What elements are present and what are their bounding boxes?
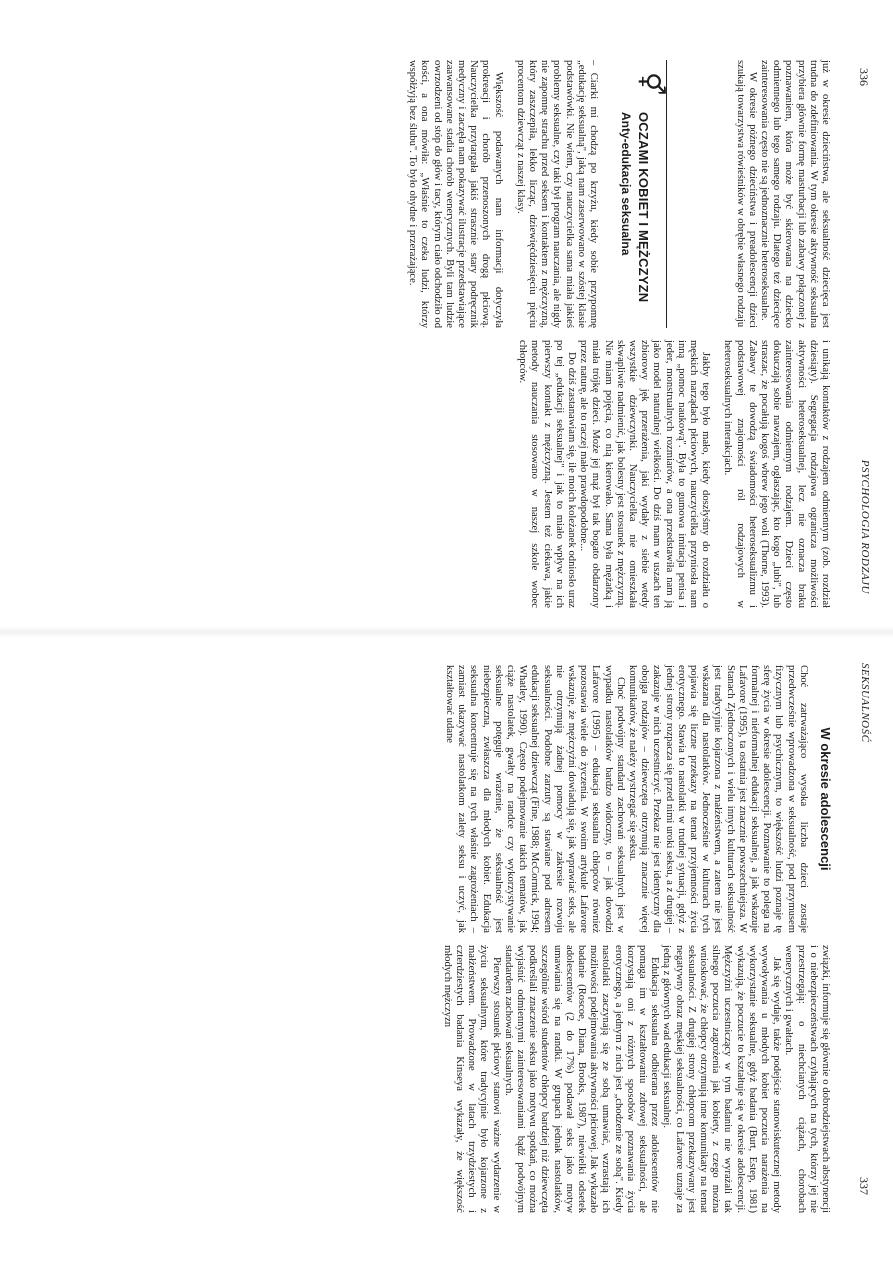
left-column-1 (733, 60, 831, 328)
paragraph: i unikają kontaktów z rodzajem odmiennym (zob. rozdział dziesiąty). Segregacja rodzajowa ogranicza możliwości aktywności heteroseksualnej, lecz nie oznacza braku zainteresowania odmiennym rodzajem. Dzieci często dokuczają sobie nawzajem, ogłaszając, kto kogo „lubi", lub straszac, że pocałują kogoś wbrew jego woli (Thorne, 1993). Zabawy te dowodzą świadomości heteroseksualizmu i podstawowej znajomości ról rodzajowych w heteroseksualnych interakcjach. (722, 340, 831, 608)
paragraph: Choć podwójny standard zachowań seksualnych jest w wypadku nastolatków bardzo widoczny, to – jak dowodzi Lafavore (1995) – edukacja seksualna chłopców również pozostawia wiele do życzenia. W swoim artykule Lafavore wskazuje, że mężczyźni dowiadują się, jak wprawiać seks, ale nie otrzymują żadnej pomocy w zakresie rozwoju seksualności. Podobne zarzuty są stawiane pod adresem edukacji seksualnej dziewcząt (Fine, 1988; McCormick, 1994; Whatley, 1990). Często podejmowanie takich tematów, jak ciąże nastolatek, gwałty na randce czy wykorzystywanie seksualne potęguje wrażenie, że seksualność jest niebezpieczna, zwłaszcza dla młodych kobiet. Edukacja seksualna koncentruje się na tych właśnie zagrożeniach – zamiast ukazywać nastolatkom zalety seksu i uczyć, jak kształtować udane (443, 665, 626, 933)
sidebar-box-body (406, 60, 599, 328)
right-page (0, 643, 893, 1263)
right-running-head (851, 663, 871, 1195)
paragraph: związki, informuje się głównie o dobrodziejstwach abstynencji i o niebezpieczeństwach czyhających na tych, którzy jej nie przestrzegają: o niechcianych ciążach, chorobach wenerycznych i gwałtach. (783, 945, 831, 1213)
gender-symbol-icon: ⚥ (636, 72, 665, 96)
left-column-2 (516, 340, 831, 608)
sidebar-box-subheading: Anty-edukacja seksualna (619, 112, 633, 256)
left-page-number: 336 (857, 68, 871, 86)
paragraph: Jakby tego było mało, kiedy doszłyśmy do rozdziału o męskich narządach płciowych, nauczycielka przyniosła nam inną „pomoc naukową". Była to gumowa imitacja penisa i jeder, monstrualnych rozmiarów, a ona przedstawiła nam ją jako model naturalnej wielkości. Do dziś mam w uszach ten zbiorowy jęk przerażenia, jaki wydały z siebie wtedy wszystkie dziewczynki. Nauczycielka nie omieszkała skwapliwie nadmienić, jak bolesny jest stosunek z mężczyzną. Nie miam pojęcia, co nią kierowało. Sama była mężatką i miała trójkę dzieci. Może jej mąż był tak bogato obdarzony przez naturę, ale to raczej mało prawdopodobne... (578, 340, 712, 608)
paragraph: Większość podawanych nam informacji dotyczyła prokreacji i chorób przenoszonych drogą płciową. Nauczycielka przytargała jakiś strasznie stary podręcznik medyczny i zaczęła nam pokazywać ilustracje przedstawiające zaawansowane stadia chorób wenerycznych. Byli tam ludzie owrzodzeni od stóp do głów i tacy, którym ciało odchodziło od kości, a ona mówiła: „Właśnie to czeka ludzi, którzy współżyją bez ślubu". To było ohydne i przerażające. (407, 60, 504, 328)
paragraph: Do dziś zastanawiam się, ile moich koleżanek odniosło uraz po tej „edukacji seksualnej" i jak to miało wpływ na ich pierwszy kontakt z mężczyzną. Jestem też ciekawa, jakie metody nauczania stosowano w naszej szkole wobec chłopców. (517, 340, 577, 608)
paragraph: Jak się wydaje, także podejście stanowiskutecznej metody wywoływania u młodych kobiet poczucia narażenia na wykorzystanie seksualne, gdyż badania (Burt, Estep, 1981) wykazują, że poczucie to kształtuje się w okresie adolescencji. Mężczyźni uczestniczący w tym badaniu nie wyrażali tak silnego poczucia zagrożenia jak kobiety, z czego można wnioskować, że chłopcy otrzymują inne komunikaty na temat seksualności. Z drugiej strony chłopcom przekazywany jest negatywny obraz męskiej seksualności, co Lafavore uznaje za jedną z głównych wad edukacji seksualnej. (661, 945, 783, 1213)
left-page (0, 0, 893, 620)
sidebar-box-heading: OCZAMI KOBIET I MĘŻCZYZN (636, 112, 651, 303)
paragraph: już w okresie dzieciństwa, ale seksualność dziecięca jest trudna do zdefiniowania. W tym okresie aktywność seksualna przybiera głównie formę masturbacji lub zabawy połączonej z poznawaniem, która może być skierowana na dziecko odmiennego lub tego samego rodzaju. Dlatego też dziecięce zainteresowania często nie są jednoznacznie heteroseksualne. (758, 60, 831, 328)
paragraph: W okresie późnego dzieciństwa i preadolescencji dzieci szukają towarzystwa rówieśników w obrębie własnego rodzaju (734, 60, 758, 328)
left-running-head (851, 68, 871, 600)
right-running-title: SEKSUALNOŚĆ (859, 663, 871, 743)
paragraph: Edukacja seksualna odbierana przez adolescentów nie pomaga im w kształtowaniu zdrowej seksualności, ale korzystają oni z różnych sposobów poznawania życia erotycznego, a jednym z nich jest „chodzenie ze sobą". Kiedy nastolatki zaczynają się ze sobą umawiać, wzrastają ich możliwości podejmowania aktywności płciowej. Jak wykazało badanie (Roscoe, Diana, Brooks, 1987), niewielki odsetek adolescentów (2 do 17%) podawał seks jako motyw umawiania się na randki. W grupach jednak nastolatków, szczególnie wśród studentów chłopcy bardziej niż dziewczęta podkreślali znaczenie seksu jako motywu spotkań, co można wyjaśnić odmiennymi zainteresowaniami bądź podwójnym standardem zachowań seksualnych. (502, 945, 661, 1213)
paragraph: Choć zatrważająco wysoka liczba dzieci zostaje przedwcześnie wprowadzona w seksualność, pod przymusem fizycznym lub psychicznym, to większość ludzi poznaje tę sferę życia w okresie adolescencji. Poznawanie to polega na formalnej i nieformalnej edukacji seksualnej, a jak wskazuje Lafavore (1995), ta ostatnia jest znacznie powszechniejsza. W Stanach Zjednoczonych i wielu innych kulturach seksualność jest tradycyjnie kojarzona z małżeństwem, a zatem nie jest wskazana dla nastolatków. Jednocześnie w kulturach tych pojawia się liczne przekazy na temat przyjemności życia erotycznego. Stawia to nastolatki w trudnej sytuacji, gdyż z jednej strony rozpacza się przed nimi uroki seksu, a z drugiej – zakazuje w nich uczestniczyć. Przekaz nie jest identyczny dla obojga rodzajów – dziewczęta otrzymują znacznie więcej komunikatów, że należy wystrzegać się seksu. (626, 665, 809, 933)
right-column-2 (441, 945, 832, 1213)
paragraph: – Ciarki mi chodzą po krzyżu, kiedy sobie przypomnę „edukację seksualną", jaką nam zaserwowano w szóstej klasie podstawówki. Nie wiem, czy nauczycielka sama miała jakieś problemy seksualne, czy taki był program nauczania, ale nigdy nie zapomnę strachu przed seksem i kontaktem z mężczyzną, który zaszczepiła, lekko licząc, dziewięćdziesięciu pięciu procentom dziewcząt z naszej klasy. (514, 60, 599, 328)
box-divider (666, 60, 667, 328)
paragraph: Pierwszy stosunek płciowy stanowi ważne wydarzenie w życiu seksualnym, które tradycyjnie było kojarzone z małżeństwem. Prowadzone w latach trzydziestych i czterdziestych badania Kinseya wykazały, że większość młodych mężczyzn (441, 945, 502, 1213)
right-page-number: 337 (857, 1177, 871, 1195)
book-gutter (0, 626, 893, 638)
right-column-1 (443, 665, 831, 933)
section-heading: W okresie adolescencji (818, 727, 833, 871)
left-running-title: PSYCHOLOGIA RODZAJU (859, 459, 871, 594)
